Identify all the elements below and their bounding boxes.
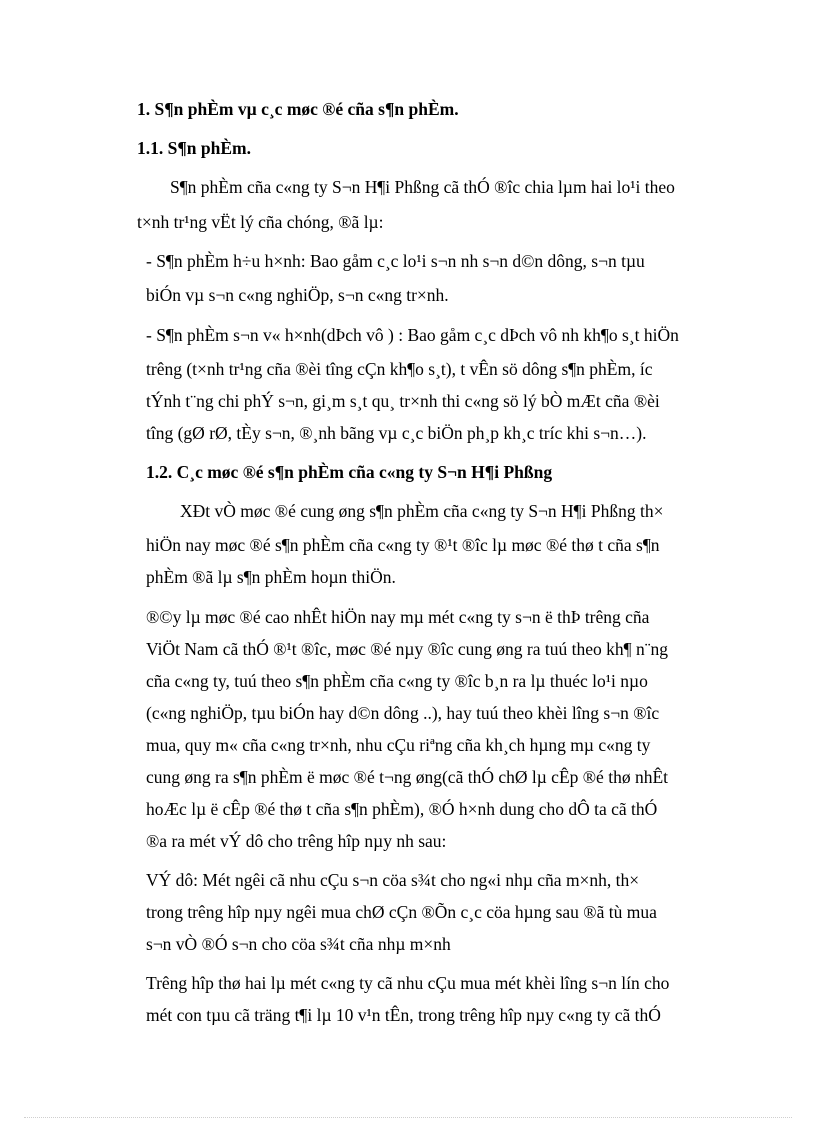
paragraph-line: VÝ dô: Mét ngêi cã nhu cÇu s¬n cöa s¾t cho ng«i nhµ cña m×nh, th× [146, 870, 640, 890]
heading-section-1: 1. S¶n phÈm vµ c¸c møc ®é cña s¶n phÈm. [137, 99, 459, 119]
paragraph-line: mua, quy m« cña c«ng tr×nh, nhu cÇu riªng cña kh¸ch hµng mµ c«ng ty [146, 735, 651, 755]
paragraph-line: hoÆc lµ ë cÊp ®é thø t cña s¶n phÈm), ®Ó h×nh dung cho dÔ ta cã thÓ [146, 799, 658, 819]
heading-section-1-1: 1.1. S¶n phÈm. [137, 138, 252, 158]
bullet-line: - S¶n phÈm h÷u h×nh: Bao gåm c¸c lo¹i s¬n nh s¬n d©n dông, s¬n tµu [146, 251, 645, 271]
paragraph-line: mét con tµu cã träng t¶i lµ 10 v¹n tÊn, trong trêng hîp nµy c«ng ty cã thÓ [146, 1005, 661, 1025]
bullet-line: - S¶n phÈm s¬n v« h×nh(dÞch vô ) : Bao gåm c¸c dÞch vô nh kh¶o s¸t hiÖn [146, 325, 679, 345]
heading-section-1-2: 1.2. C¸c møc ®é s¶n phÈm cña c«ng ty S¬n H¶i Phßng [146, 462, 553, 482]
bullet-line: tÝnh t¨ng chi phÝ s¬n, gi¸m s¸t qu¸ tr×nh thi c«ng sö lý bÒ mÆt cña ®èi [146, 391, 660, 411]
paragraph-line: phÈm ®ã lµ s¶n phÈm hoµn thiÖn. [146, 567, 396, 587]
paragraph-line: S¶n phÈm cña c«ng ty S¬n H¶i Phßng cã thÓ ®îc chia lµm hai lo¹i theo [170, 177, 675, 197]
paragraph-line: XÐt vÒ møc ®é cung øng s¶n phÈm cña c«ng ty S¬n H¶i Phßng th× [180, 501, 664, 521]
paragraph-line: ®©y lµ møc ®é cao nhÊt hiÖn nay mµ mét c«ng ty s¬n ë thÞ trêng cña [146, 607, 650, 627]
paragraph-line: Trêng hîp thø hai lµ mét c«ng ty cã nhu cÇu mua mét khèi lîng s¬n lín cho [146, 973, 670, 993]
paragraph-line: cung øng ra s¶n phÈm ë møc ®é t¬ng øng(cã thÓ chØ lµ cÊp ®é thø nhÊt [146, 767, 668, 787]
paragraph-line: ®a ra mét vÝ dô cho trêng hîp nµy nh sau: [146, 831, 447, 851]
bullet-line: tîng (gØ rØ, tÈy s¬n, ®¸nh bãng vµ c¸c biÖn ph¸p kh¸c tríc khi s¬n…). [146, 423, 647, 443]
paragraph-line: ViÖt Nam cã thÓ ®¹t ®îc, møc ®é nµy ®îc cung øng ra tuú theo kh¶ n¨ng [146, 639, 669, 659]
paragraph-line: s¬n vÒ ®Ó s¬n cho cöa s¾t cña nhµ m×nh [146, 934, 451, 954]
bullet-line: biÓn vµ s¬n c«ng nghiÖp, s¬n c«ng tr×nh. [146, 285, 449, 305]
page-bottom-divider [24, 1117, 792, 1118]
paragraph-line: t×nh tr¹ng vËt lý cña chóng, ®ã lµ: [137, 212, 384, 232]
paragraph-line: cña c«ng ty, tuú theo s¶n phÈm cña c«ng ty ®îc b¸n ra lµ thuéc lo¹i nµo [146, 671, 648, 691]
paragraph-line: hiÖn nay møc ®é s¶n phÈm cña c«ng ty ®¹t ®îc lµ møc ®é thø t cña s¶n [146, 535, 660, 555]
bullet-line: trêng (t×nh tr¹ng cña ®èi tîng cÇn kh¶o s¸t), t vÊn sö dông s¶n phÈm, íc [146, 359, 653, 379]
paragraph-line: (c«ng nghiÖp, tµu biÓn hay d©n dông ..), hay tuú theo khèi lîng s¬n ®îc [146, 703, 660, 723]
paragraph-line: trong trêng hîp nµy ngêi mua chØ cÇn ®Õn c¸c cöa hµng sau ®ã tù mua [146, 902, 657, 922]
